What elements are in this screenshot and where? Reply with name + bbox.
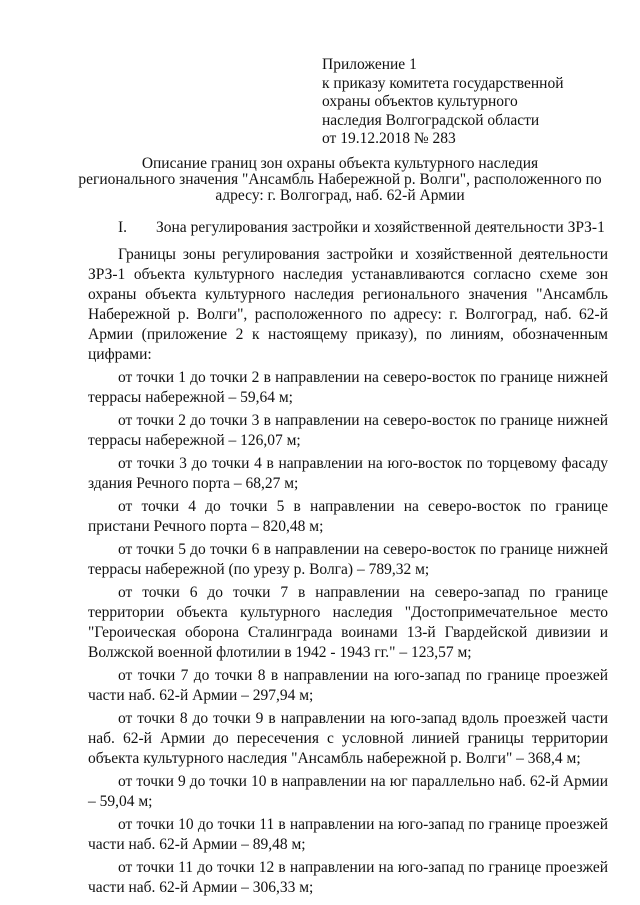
- title-line: регионального значения "Ансамбль Набережной р. Волги", расположенного по: [78, 171, 602, 188]
- document-title: [60, 156, 620, 204]
- appendix-line: от 19.12.2018 № 283: [322, 130, 456, 147]
- section-number: I.: [118, 219, 128, 236]
- paragraph: от точки 6 до точки 7 в направлении на северо-запад по границе территории объекта культурного наследия "Достопримечательное место "Героическая оборона Сталинграда воинами 13-й Гвардейской дивизии и Волжской военной флотилии в 1942 - 1943 гг." – 123,57 м;: [88, 584, 608, 661]
- paragraph: от точки 10 до точки 11 в направлении на юго-запад по границе проезжей части наб. 62-й Армии – 89,48 м;: [88, 816, 608, 853]
- paragraph: от точки 2 до точки 3 в направлении на северо-восток по границе нижней террасы набережной – 126,07 м;: [88, 412, 608, 449]
- section-title: Зона регулирования застройки и хозяйственной деятельности ЗРЗ-1: [156, 219, 605, 236]
- paragraph: от точки 5 до точки 6 в направлении на северо-восток по границе нижней террасы набережной (по урезу р. Волга) – 789,32 м;: [88, 541, 608, 578]
- paragraph: от точки 1 до точки 2 в направлении на северо-восток по границе нижней террасы набережной – 59,64 м;: [88, 369, 608, 406]
- paragraph: от точки 11 до точки 12 в направлении на юго-запад по границе проезжей части наб. 62-й Армии – 306,33 м;: [88, 859, 608, 896]
- paragraph: Границы зоны регулирования застройки и хозяйственной деятельности ЗРЗ-1 объекта культурного наследия устанавливаются согласно схеме зон охраны объекта культурного наследия регионального значения "Ансамбль Набережной р. Волги", расположенного по адресу: г. Волгоград, наб. 62-й Армии (приложение 2 к настоящему приказу), по линиям, обозначенным цифрами:: [88, 246, 608, 363]
- document-body: [88, 245, 608, 901]
- paragraph: от точки 8 до точки 9 в направлении на юго-запад вдоль проезжей части наб. 62-й Армии до пересечения с условной линией границы территории объекта культурного наследия "Ансамбль набережной р. Волги" – 368,4 м;: [88, 710, 608, 767]
- appendix-line: наследия Волгоградской области: [322, 111, 540, 129]
- section-heading: [118, 219, 605, 237]
- appendix-header: [322, 56, 622, 149]
- paragraph: от точки 4 до точки 5 в направлении на северо-восток по границе пристани Речного порта – 820,48 м;: [88, 498, 608, 535]
- paragraph: от точки 3 до точки 4 в направлении на юго-восток по торцевому фасаду здания Речного порта – 68,27 м;: [88, 455, 608, 492]
- appendix-line: Приложение 1: [322, 56, 417, 73]
- appendix-line: охраны объектов культурного: [322, 93, 518, 110]
- title-line: адресу: г. Волгоград, наб. 62-й Армии: [215, 187, 465, 204]
- appendix-line: к приказу комитета государственной: [322, 74, 564, 92]
- paragraph: от точки 9 до точки 10 в направлении на юг параллельно наб. 62-й Армии – 59,04 м;: [88, 773, 608, 810]
- title-line: Описание границ зон охраны объекта культурного наследия: [141, 155, 539, 172]
- paragraph: от точки 7 до точки 8 в направлении на юго-запад по границе проезжей части наб. 62-й Армии – 297,94 м;: [88, 667, 608, 704]
